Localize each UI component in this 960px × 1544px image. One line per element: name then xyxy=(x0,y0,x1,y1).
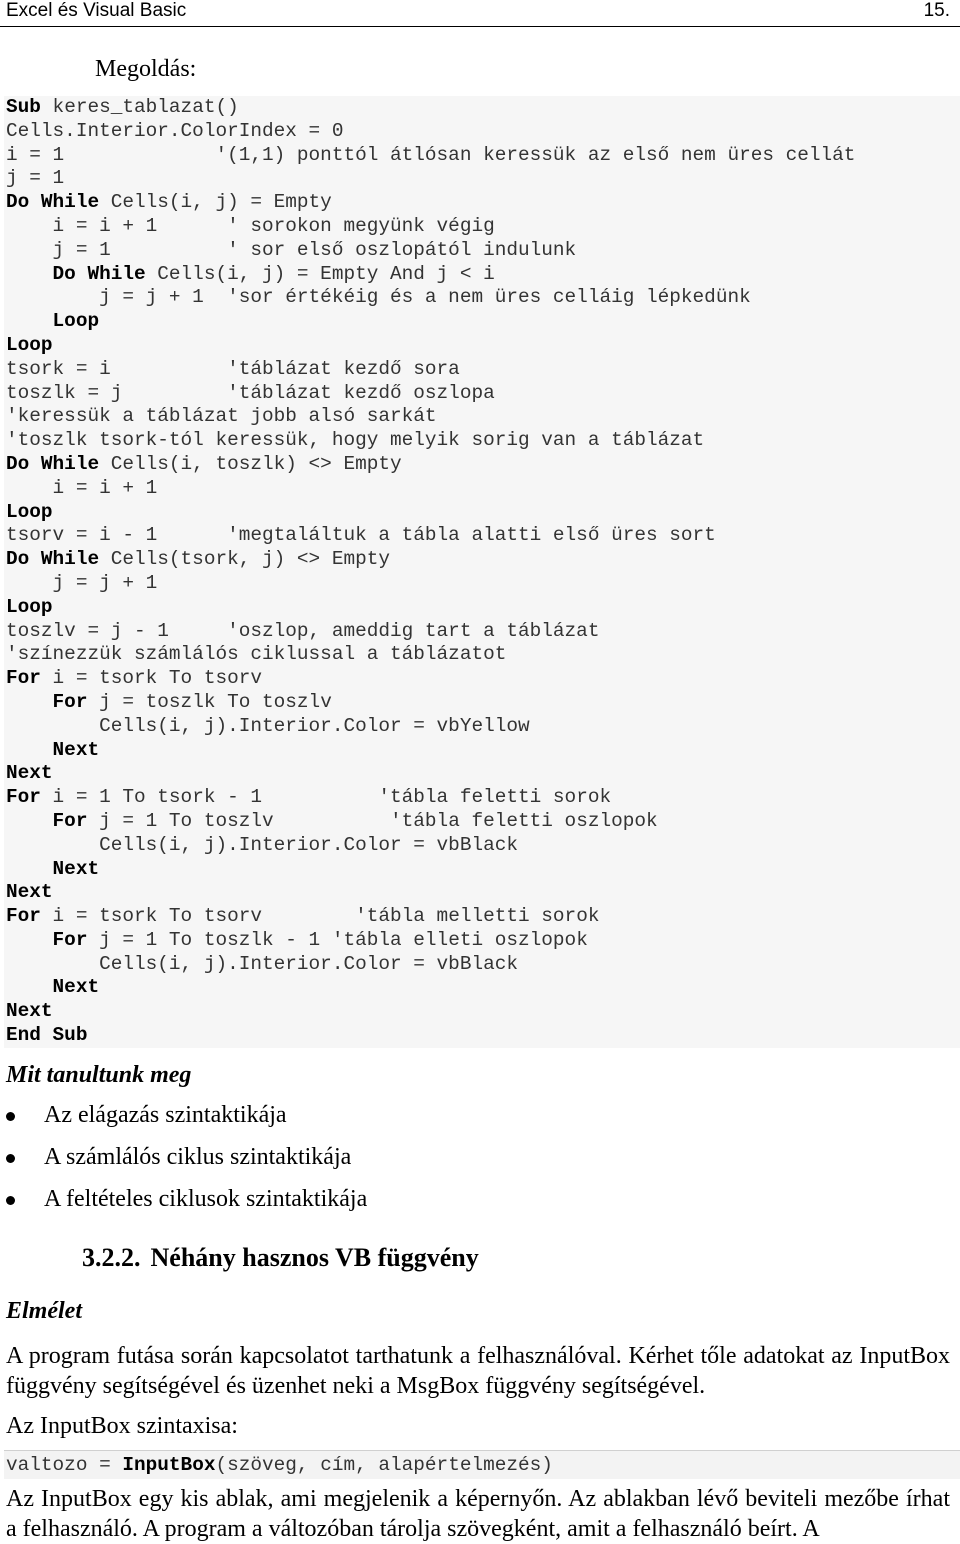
code-line xyxy=(4,834,960,858)
code-keyword: Next xyxy=(6,1000,53,1023)
code-keyword: End Sub xyxy=(6,1024,88,1047)
code-line xyxy=(4,239,960,263)
code-line xyxy=(4,286,960,310)
page-header xyxy=(0,0,960,24)
code-text: 'toszlk tsork-tól keressük, hogy melyik sorig van a táblázat xyxy=(6,429,705,452)
code-text: Cells.Interior.ColorIndex = 0 xyxy=(6,119,344,142)
code-line xyxy=(4,858,960,882)
code-text: j = 1 To toszlv 'tábla feletti oszlopok xyxy=(87,809,658,832)
code-text: toszlv = j - 1 'oszlop, ameddig tart a táblázat xyxy=(6,619,600,642)
code-text: Cells(i, j).Interior.Color = vbBlack xyxy=(6,833,518,856)
code-keyword: Do While xyxy=(6,548,100,571)
theory-label: Elmélet xyxy=(6,1298,82,1324)
code-text: j = toszlk To toszlv xyxy=(87,690,332,713)
code-line xyxy=(4,620,960,644)
code-line xyxy=(4,905,960,929)
code-text: Cells(tsork, j) <> Empty xyxy=(99,548,391,571)
code-line xyxy=(4,762,960,786)
syntax-args: (szöveg, cím, alapértelmezés) xyxy=(215,1454,553,1476)
code-line xyxy=(4,881,960,905)
code-text: i = 1 To tsork - 1 'tábla feletti sorok xyxy=(40,786,612,809)
code-keyword: Loop xyxy=(6,595,53,618)
code-text: keres_tablazat() xyxy=(40,96,239,118)
code-line xyxy=(4,929,960,953)
code-line xyxy=(4,501,960,525)
code-line xyxy=(4,167,960,191)
list-item: Az elágazás szintaktikája xyxy=(0,1102,367,1144)
code-text: 'keressük a táblázat jobb alsó sarkát xyxy=(6,405,437,428)
code-text: 'színezzük számlálós ciklussal a táblázatot xyxy=(6,643,507,666)
code-line xyxy=(4,215,960,239)
code-keyword: Next xyxy=(6,881,53,904)
code-line xyxy=(4,334,960,358)
code-keyword: Next xyxy=(6,857,100,880)
code-line xyxy=(4,643,960,667)
paragraph-inputbox: Az InputBox egy kis ablak, ami megjelenik a képernyőn. Az ablakban lévő beviteli mezőbe írhat a felhasználó. A program a változóban tárolja szövegként, amit a felhasználó beírt. A xyxy=(6,1486,950,1542)
paragraph-intro: A program futása során kapcsolatot tarthatunk a felhasználóval. Kérhet tőle adatokat az InputBox függvény segítségével és üzenhet neki a MsgBox függvény segítségével. xyxy=(6,1343,950,1399)
solution-label: Megoldás: xyxy=(95,56,197,82)
page-number: 15. xyxy=(923,0,950,21)
code-keyword: For xyxy=(6,809,88,832)
code-text: Cells(i, j).Interior.Color = vbBlack xyxy=(6,952,518,975)
bullet-icon xyxy=(6,1196,15,1205)
code-text: i = 1 '(1,1) ponttól átlósan keressük az első nem üres cellát xyxy=(6,143,856,166)
code-keyword: Do While xyxy=(6,191,100,214)
code-line xyxy=(4,191,960,215)
code-keyword: Loop xyxy=(6,500,53,523)
learned-title: Mit tanultunk meg xyxy=(6,1062,192,1088)
code-keyword: Loop xyxy=(6,310,100,333)
code-line xyxy=(4,953,960,977)
code-text: i = i + 1 ' sorokon megyünk végig xyxy=(6,214,495,237)
code-line xyxy=(4,810,960,834)
code-keyword: For xyxy=(6,667,41,690)
section-title: Néhány hasznos VB függvény xyxy=(150,1243,479,1272)
code-text: i = tsork To tsorv xyxy=(40,667,263,690)
code-keyword: Next xyxy=(6,738,100,761)
bullet-icon xyxy=(6,1112,15,1121)
code-text: Cells(i, toszlk) <> Empty xyxy=(99,452,402,475)
section-heading xyxy=(82,1243,479,1273)
code-keyword: Sub xyxy=(6,96,41,118)
code-text: tsorv = i - 1 'megtaláltuk a tábla alatti első üres sort xyxy=(6,524,716,547)
code-line xyxy=(4,524,960,548)
code-text: j = j + 1 xyxy=(6,571,158,594)
code-text: tsork = i 'táblázat kezdő sora xyxy=(6,357,460,380)
code-line xyxy=(4,739,960,763)
code-line xyxy=(4,667,960,691)
code-line xyxy=(4,715,960,739)
code-line xyxy=(4,548,960,572)
inputbox-syntax-code xyxy=(4,1450,960,1479)
code-line xyxy=(4,382,960,406)
code-keyword: For xyxy=(6,905,41,928)
code-line xyxy=(4,691,960,715)
list-item: A számlálós ciklus szintaktikája xyxy=(0,1144,367,1186)
code-text: Cells(i, j) = Empty xyxy=(99,191,332,214)
code-line xyxy=(4,310,960,334)
code-keyword: For xyxy=(6,786,41,809)
list-item: A feltételes ciklusok szintaktikája xyxy=(0,1186,367,1228)
code-text: Cells(i, j) = Empty And j < i xyxy=(145,262,495,285)
code-text: j = 1 To toszlk - 1 'tábla elleti oszlopok xyxy=(87,928,588,951)
syntax-function: InputBox xyxy=(122,1454,216,1476)
section-number: 3.2.2. xyxy=(82,1243,141,1272)
code-line xyxy=(4,596,960,620)
syntax-label: Az InputBox szintaxisa: xyxy=(6,1413,238,1439)
code-keyword: Do While xyxy=(6,452,100,475)
code-text: j = 1 xyxy=(6,167,65,190)
code-text: Cells(i, j).Interior.Color = vbYellow xyxy=(6,714,530,737)
code-text: i = i + 1 xyxy=(6,476,158,499)
code-line xyxy=(4,263,960,287)
code-keyword: Next xyxy=(6,976,100,999)
code-text: j = 1 ' sor első oszlopától indulunk xyxy=(6,238,577,261)
header-title: Excel és Visual Basic xyxy=(6,0,187,21)
code-keyword: Loop xyxy=(6,333,53,356)
code-line xyxy=(4,96,960,120)
code-line xyxy=(4,453,960,477)
code-line xyxy=(4,976,960,1000)
code-line xyxy=(4,1024,960,1048)
code-keyword: Do While xyxy=(6,262,146,285)
code-line xyxy=(4,1000,960,1024)
code-line xyxy=(4,786,960,810)
code-text: toszlk = j 'táblázat kezdő oszlopa xyxy=(6,381,495,404)
syntax-prefix: valtozo = xyxy=(6,1454,123,1476)
code-text: j = j + 1 'sor értékéig és a nem üres celláig lépkedünk xyxy=(6,286,751,309)
code-line xyxy=(4,572,960,596)
code-keyword: For xyxy=(6,928,88,951)
code-keyword: Next xyxy=(6,762,53,785)
bullet-icon xyxy=(6,1154,15,1163)
code-line xyxy=(4,477,960,501)
code-text: i = tsork To tsorv 'tábla melletti sorok xyxy=(40,905,600,928)
learned-list xyxy=(0,1102,367,1228)
code-line xyxy=(4,120,960,144)
code-line xyxy=(4,358,960,382)
code-keyword: For xyxy=(6,690,88,713)
vba-code-block xyxy=(4,96,960,1048)
code-line xyxy=(4,429,960,453)
code-line xyxy=(4,405,960,429)
code-line xyxy=(4,144,960,168)
header-divider xyxy=(0,26,960,27)
